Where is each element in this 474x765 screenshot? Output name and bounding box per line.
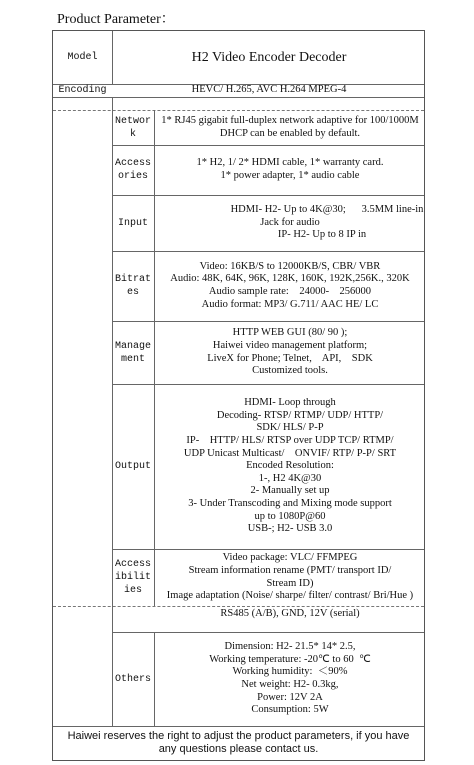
row-label-network: Networ k (114, 115, 151, 140)
model-value: H2 Video Encoder Decoder (191, 49, 347, 65)
encoding-value: HEVC/ H.265, AVC H.264 MPEG-4 (191, 84, 347, 96)
row-label-management: Manage ment (114, 340, 151, 365)
serial-value: RS485 (A/B), GND, 12V (serial) (220, 608, 360, 619)
encoding-label: Encoding (58, 85, 107, 96)
row-value-bitrates: Video: 16KB/S to 12000KB/S, CBR/ VBR Audio: 48K, 64K, 96K, 128K, 160K, 192K,256K., 320K Audio sample rate: 24000- 256000 Audio format: MP3/ G.711/ AAC HE/ LC (170, 260, 410, 310)
model-label: Model (67, 52, 98, 63)
row-value-input: HDMI- H2- Up to 4K@30; 3.5MM line-in Jack for audio IP- H2- Up to 8 IP in (230, 204, 424, 241)
row-value-network: 1* RJ45 gigabit full-duplex network adaptive for 100/1000M DHCP can be enabled by default. (161, 114, 419, 139)
row-label-input: Input (117, 217, 148, 229)
row-value-accessories: 1* H2, 1/ 2* HDMI cable, 1* warranty card. 1* power adapter, 1* audio cable (196, 157, 384, 181)
row-value-others: Dimension: H2- 21.5* 14* 2.5, Working temperature: -20℃ to 60 ℃ Working humidity: ＜90% Net weight: H2- 0.3kg, Power: 12V 2A Consumption: 5W (209, 641, 371, 716)
row-label-output: Output (114, 461, 151, 472)
row-value-accessibilities: Video package: VLC/ FFMPEG Stream information rename (PMT/ transport ID/ Stream ID) Image adaptation (Noise/ sharpe/ filter/ contrast/ Bri/Hue ) (166, 552, 414, 602)
row-label-accessories: Access ories (114, 158, 151, 182)
row-label-accessibilities: Access ibilit ies (114, 559, 151, 596)
page-title: Product Parameter： (57, 12, 175, 27)
row-label-others: Others (114, 673, 151, 685)
row-value-management: HTTP WEB GUI (80/ 90 ); Haiwei video management platform; LiveX for Phone; Telnet, API, SDK Customized tools. (207, 327, 373, 377)
row-value-output: HDMI- Loop through Decoding- RTSP/ RTMP/ UDP/ HTTP/ SDK/ HLS/ P-P IP- HTTP/ HLS/ RTSP over UDP TCP/ RTMP/ UDP Unicast Multicast/ ONVIF/ RTP/ P-P/ SRT Encoded Resolution: 1-, H2 4K@30 2- Manually set up 3- Under Transcoding and Mixing mode support up to 1080P@60 USB-; H2- USB 3.0 (183, 397, 397, 535)
footer-note: Haiwei reserves the right to adjust the product parameters, if you have any questions please contact us. (67, 730, 410, 755)
spec-table (52, 30, 425, 761)
row-label-bitrates: Bitrat es (114, 274, 151, 298)
